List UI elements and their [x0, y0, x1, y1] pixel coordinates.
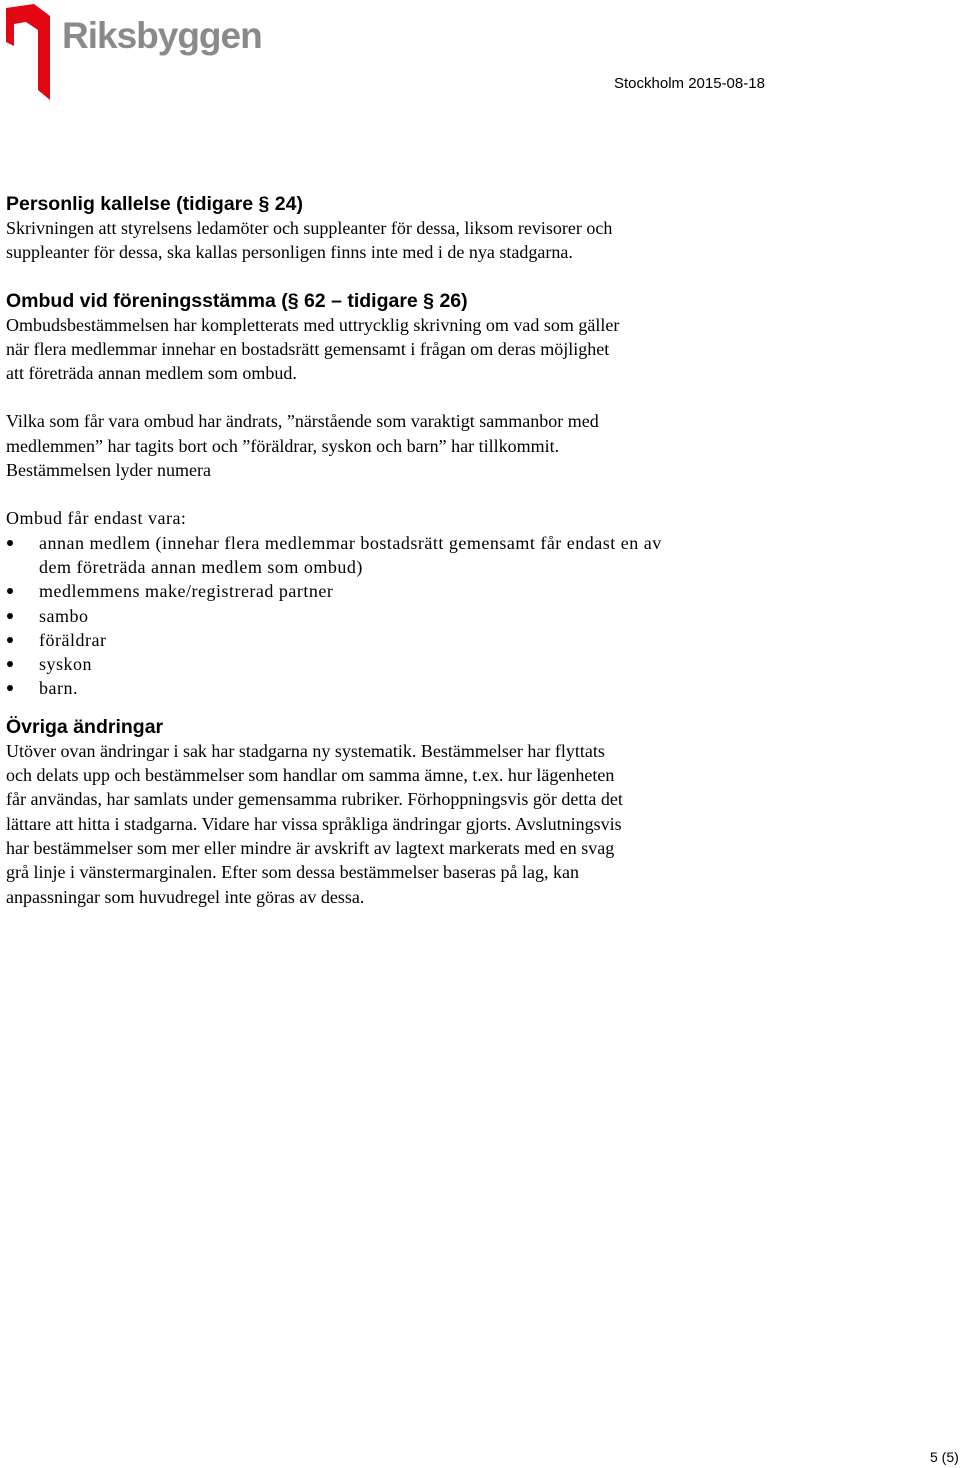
- paragraph-line: anpassningar som huvudregel inte göras av dessa.: [6, 886, 365, 907]
- list-item: syskon: [6, 652, 726, 676]
- paragraph-line: grå linje i vänstermarginalen. Efter som dessa bestämmelser baseras på lag, kan: [6, 862, 579, 883]
- paragraph-line: att företräda annan medlem som ombud.: [6, 363, 297, 384]
- bullet-icon: [7, 685, 13, 691]
- paragraph-line: har bestämmelser som mer eller mindre är avskrift av lagtext markerats med en svag: [6, 837, 615, 858]
- paragraph-line: Bestämmelsen lyder numera: [6, 460, 211, 481]
- paragraph-line: lättare att hitta i stadgarna. Vidare har vissa språkliga ändringar gjorts. Avslutningsvis: [6, 813, 622, 834]
- paragraph-line: får användas, har samlats under gemensamma rubriker. Förhoppningsvis gör detta det: [6, 789, 623, 810]
- list-item: föräldrar: [6, 628, 726, 652]
- bullet-icon: [7, 540, 13, 546]
- page-number: 5 (5): [930, 1449, 959, 1465]
- bullet-icon: [7, 588, 13, 594]
- list-item: medlemmens make/registrerad partner: [6, 579, 726, 603]
- ombud-list: [6, 531, 726, 701]
- bullet-icon: [7, 661, 13, 667]
- riksbyggen-logo: [4, 4, 294, 104]
- paragraph-line: och delats upp och bestämmelser som handlar om samma ämne, t.ex. hur lägenheten: [6, 765, 615, 786]
- section-heading-ovriga-andringar: Övriga ändringar: [6, 715, 164, 738]
- section-heading-personlig-kallelse: Personlig kallelse (tidigare § 24): [6, 193, 303, 215]
- paragraph-line: Vilka som får vara ombud har ändrats, ”närstående som varaktigt sammanbor med: [6, 411, 599, 432]
- document-body: [6, 192, 726, 909]
- paragraph-line: medlemmen” har tagits bort och ”föräldrar, syskon och barn” har tillkommit.: [6, 435, 560, 456]
- paragraph-line: när flera medlemmar innehar en bostadsrätt gemensamt i frågan om deras möjlighet: [6, 338, 610, 359]
- list-item: sambo: [6, 604, 726, 628]
- logo-mark-icon: [4, 4, 56, 102]
- paragraph-line: suppleanter för dessa, ska kallas personligen finns inte med i de nya stadgarna.: [6, 242, 573, 263]
- list-item: barn.: [6, 676, 726, 700]
- bullet-icon: [7, 613, 13, 619]
- document-date: Stockholm 2015-08-18: [614, 75, 765, 92]
- logo-wordmark: Riksbyggen: [62, 15, 262, 56]
- paragraph-line: Skrivningen att styrelsens ledamöter och suppleanter för dessa, liksom revisorer och: [6, 218, 613, 238]
- bullet-icon: [7, 637, 13, 643]
- list-intro: Ombud får endast vara:: [6, 508, 187, 529]
- paragraph-line: Ombudsbestämmelsen har kompletterats med uttrycklig skrivning om vad som gäller: [6, 314, 620, 335]
- paragraph-line: Utöver ovan ändringar i sak har stadgarna ny systematik. Bestämmelser har flyttats: [6, 740, 605, 761]
- section-heading-ombud: Ombud vid föreningsstämma (§ 62 – tidigare § 26): [6, 289, 468, 312]
- list-item: annan medlem (innehar flera medlemmar bostadsrätt gemensamt får endast en av dem företräda annan medlem som ombud): [6, 531, 726, 580]
